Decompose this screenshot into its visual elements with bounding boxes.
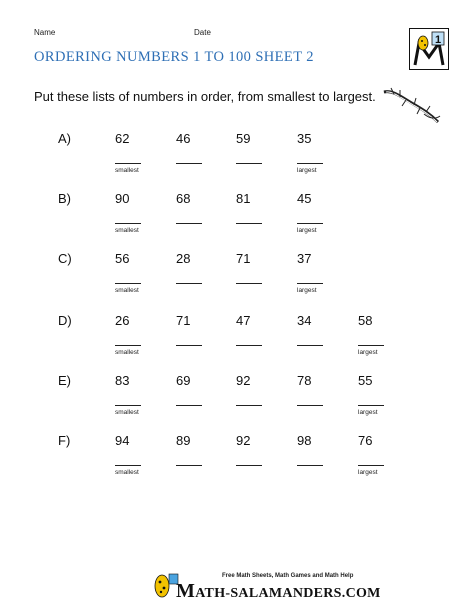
answer-line[interactable] bbox=[176, 405, 202, 406]
number: 81 bbox=[236, 191, 251, 206]
problem-row-c bbox=[0, 251, 474, 311]
instructions: Put these lists of numbers in order, from smallest to largest. bbox=[34, 89, 376, 104]
number: 34 bbox=[297, 313, 312, 328]
number: 62 bbox=[115, 131, 130, 146]
answer-line[interactable] bbox=[115, 163, 141, 164]
math-salamanders-logo-icon bbox=[409, 28, 449, 70]
answer-line[interactable] bbox=[358, 345, 384, 346]
answer-line[interactable] bbox=[115, 465, 141, 466]
page-title: ORDERING NUMBERS 1 TO 100 SHEET 2 bbox=[34, 49, 314, 65]
answer-line[interactable] bbox=[176, 223, 202, 224]
number: 71 bbox=[176, 313, 191, 328]
number: 92 bbox=[236, 433, 251, 448]
answer-line[interactable] bbox=[297, 405, 323, 406]
answer-line[interactable] bbox=[115, 223, 141, 224]
largest-caption: largest bbox=[297, 227, 317, 234]
answer-line[interactable] bbox=[176, 283, 202, 284]
row-label: E) bbox=[58, 373, 71, 388]
answer-line[interactable] bbox=[297, 163, 323, 164]
footer-brand-initial: M bbox=[176, 580, 196, 602]
number: 28 bbox=[176, 251, 191, 266]
answer-line[interactable] bbox=[176, 465, 202, 466]
number: 71 bbox=[236, 251, 251, 266]
answer-line[interactable] bbox=[297, 223, 323, 224]
smallest-caption: smallest bbox=[115, 287, 139, 294]
number: 78 bbox=[297, 373, 312, 388]
salamander-icon bbox=[380, 86, 442, 133]
number: 37 bbox=[297, 251, 312, 266]
number: 45 bbox=[297, 191, 312, 206]
answer-line[interactable] bbox=[358, 465, 384, 466]
number: 58 bbox=[358, 313, 373, 328]
number: 55 bbox=[358, 373, 373, 388]
number: 69 bbox=[176, 373, 191, 388]
smallest-caption: smallest bbox=[115, 167, 139, 174]
smallest-caption: smallest bbox=[115, 469, 139, 476]
row-label: D) bbox=[58, 313, 72, 328]
problem-row-d bbox=[0, 313, 474, 373]
problem-row-a bbox=[0, 131, 474, 191]
largest-caption: largest bbox=[358, 349, 378, 356]
answer-line[interactable] bbox=[358, 405, 384, 406]
answer-line[interactable] bbox=[236, 465, 262, 466]
number: 68 bbox=[176, 191, 191, 206]
answer-line[interactable] bbox=[297, 345, 323, 346]
largest-caption: largest bbox=[358, 469, 378, 476]
number: 98 bbox=[297, 433, 312, 448]
number: 83 bbox=[115, 373, 130, 388]
row-label: B) bbox=[58, 191, 71, 206]
smallest-caption: smallest bbox=[115, 227, 139, 234]
number: 56 bbox=[115, 251, 130, 266]
answer-line[interactable] bbox=[176, 163, 202, 164]
answer-line[interactable] bbox=[115, 405, 141, 406]
footer-tagline: Free Math Sheets, Math Games and Math Help bbox=[222, 573, 354, 579]
number: 26 bbox=[115, 313, 130, 328]
footer-brand-text: ATH-SALAMANDERS.COM bbox=[195, 586, 381, 601]
name-label: Name bbox=[34, 28, 56, 37]
number: 47 bbox=[236, 313, 251, 328]
date-label: Date bbox=[194, 28, 211, 37]
row-label: F) bbox=[58, 433, 71, 448]
smallest-caption: smallest bbox=[115, 409, 139, 416]
answer-line[interactable] bbox=[236, 405, 262, 406]
number: 35 bbox=[297, 131, 312, 146]
answer-line[interactable] bbox=[115, 345, 141, 346]
logo-digit: 1 bbox=[434, 34, 442, 46]
answer-line[interactable] bbox=[297, 283, 323, 284]
answer-line[interactable] bbox=[236, 345, 262, 346]
number: 46 bbox=[176, 131, 191, 146]
number: 89 bbox=[176, 433, 191, 448]
answer-line[interactable] bbox=[236, 223, 262, 224]
footer-brand bbox=[176, 580, 381, 603]
answer-line[interactable] bbox=[115, 283, 141, 284]
largest-caption: largest bbox=[297, 287, 317, 294]
row-label: C) bbox=[58, 251, 72, 266]
smallest-caption: smallest bbox=[115, 349, 139, 356]
number: 90 bbox=[115, 191, 130, 206]
number: 76 bbox=[358, 433, 373, 448]
number: 92 bbox=[236, 373, 251, 388]
problem-row-f bbox=[0, 433, 474, 493]
number: 94 bbox=[115, 433, 130, 448]
number: 59 bbox=[236, 131, 251, 146]
answer-line[interactable] bbox=[176, 345, 202, 346]
answer-line[interactable] bbox=[236, 283, 262, 284]
largest-caption: largest bbox=[297, 167, 317, 174]
row-label: A) bbox=[58, 131, 71, 146]
problem-row-e bbox=[0, 373, 474, 433]
largest-caption: largest bbox=[358, 409, 378, 416]
answer-line[interactable] bbox=[236, 163, 262, 164]
answer-line[interactable] bbox=[297, 465, 323, 466]
problem-row-b bbox=[0, 191, 474, 251]
